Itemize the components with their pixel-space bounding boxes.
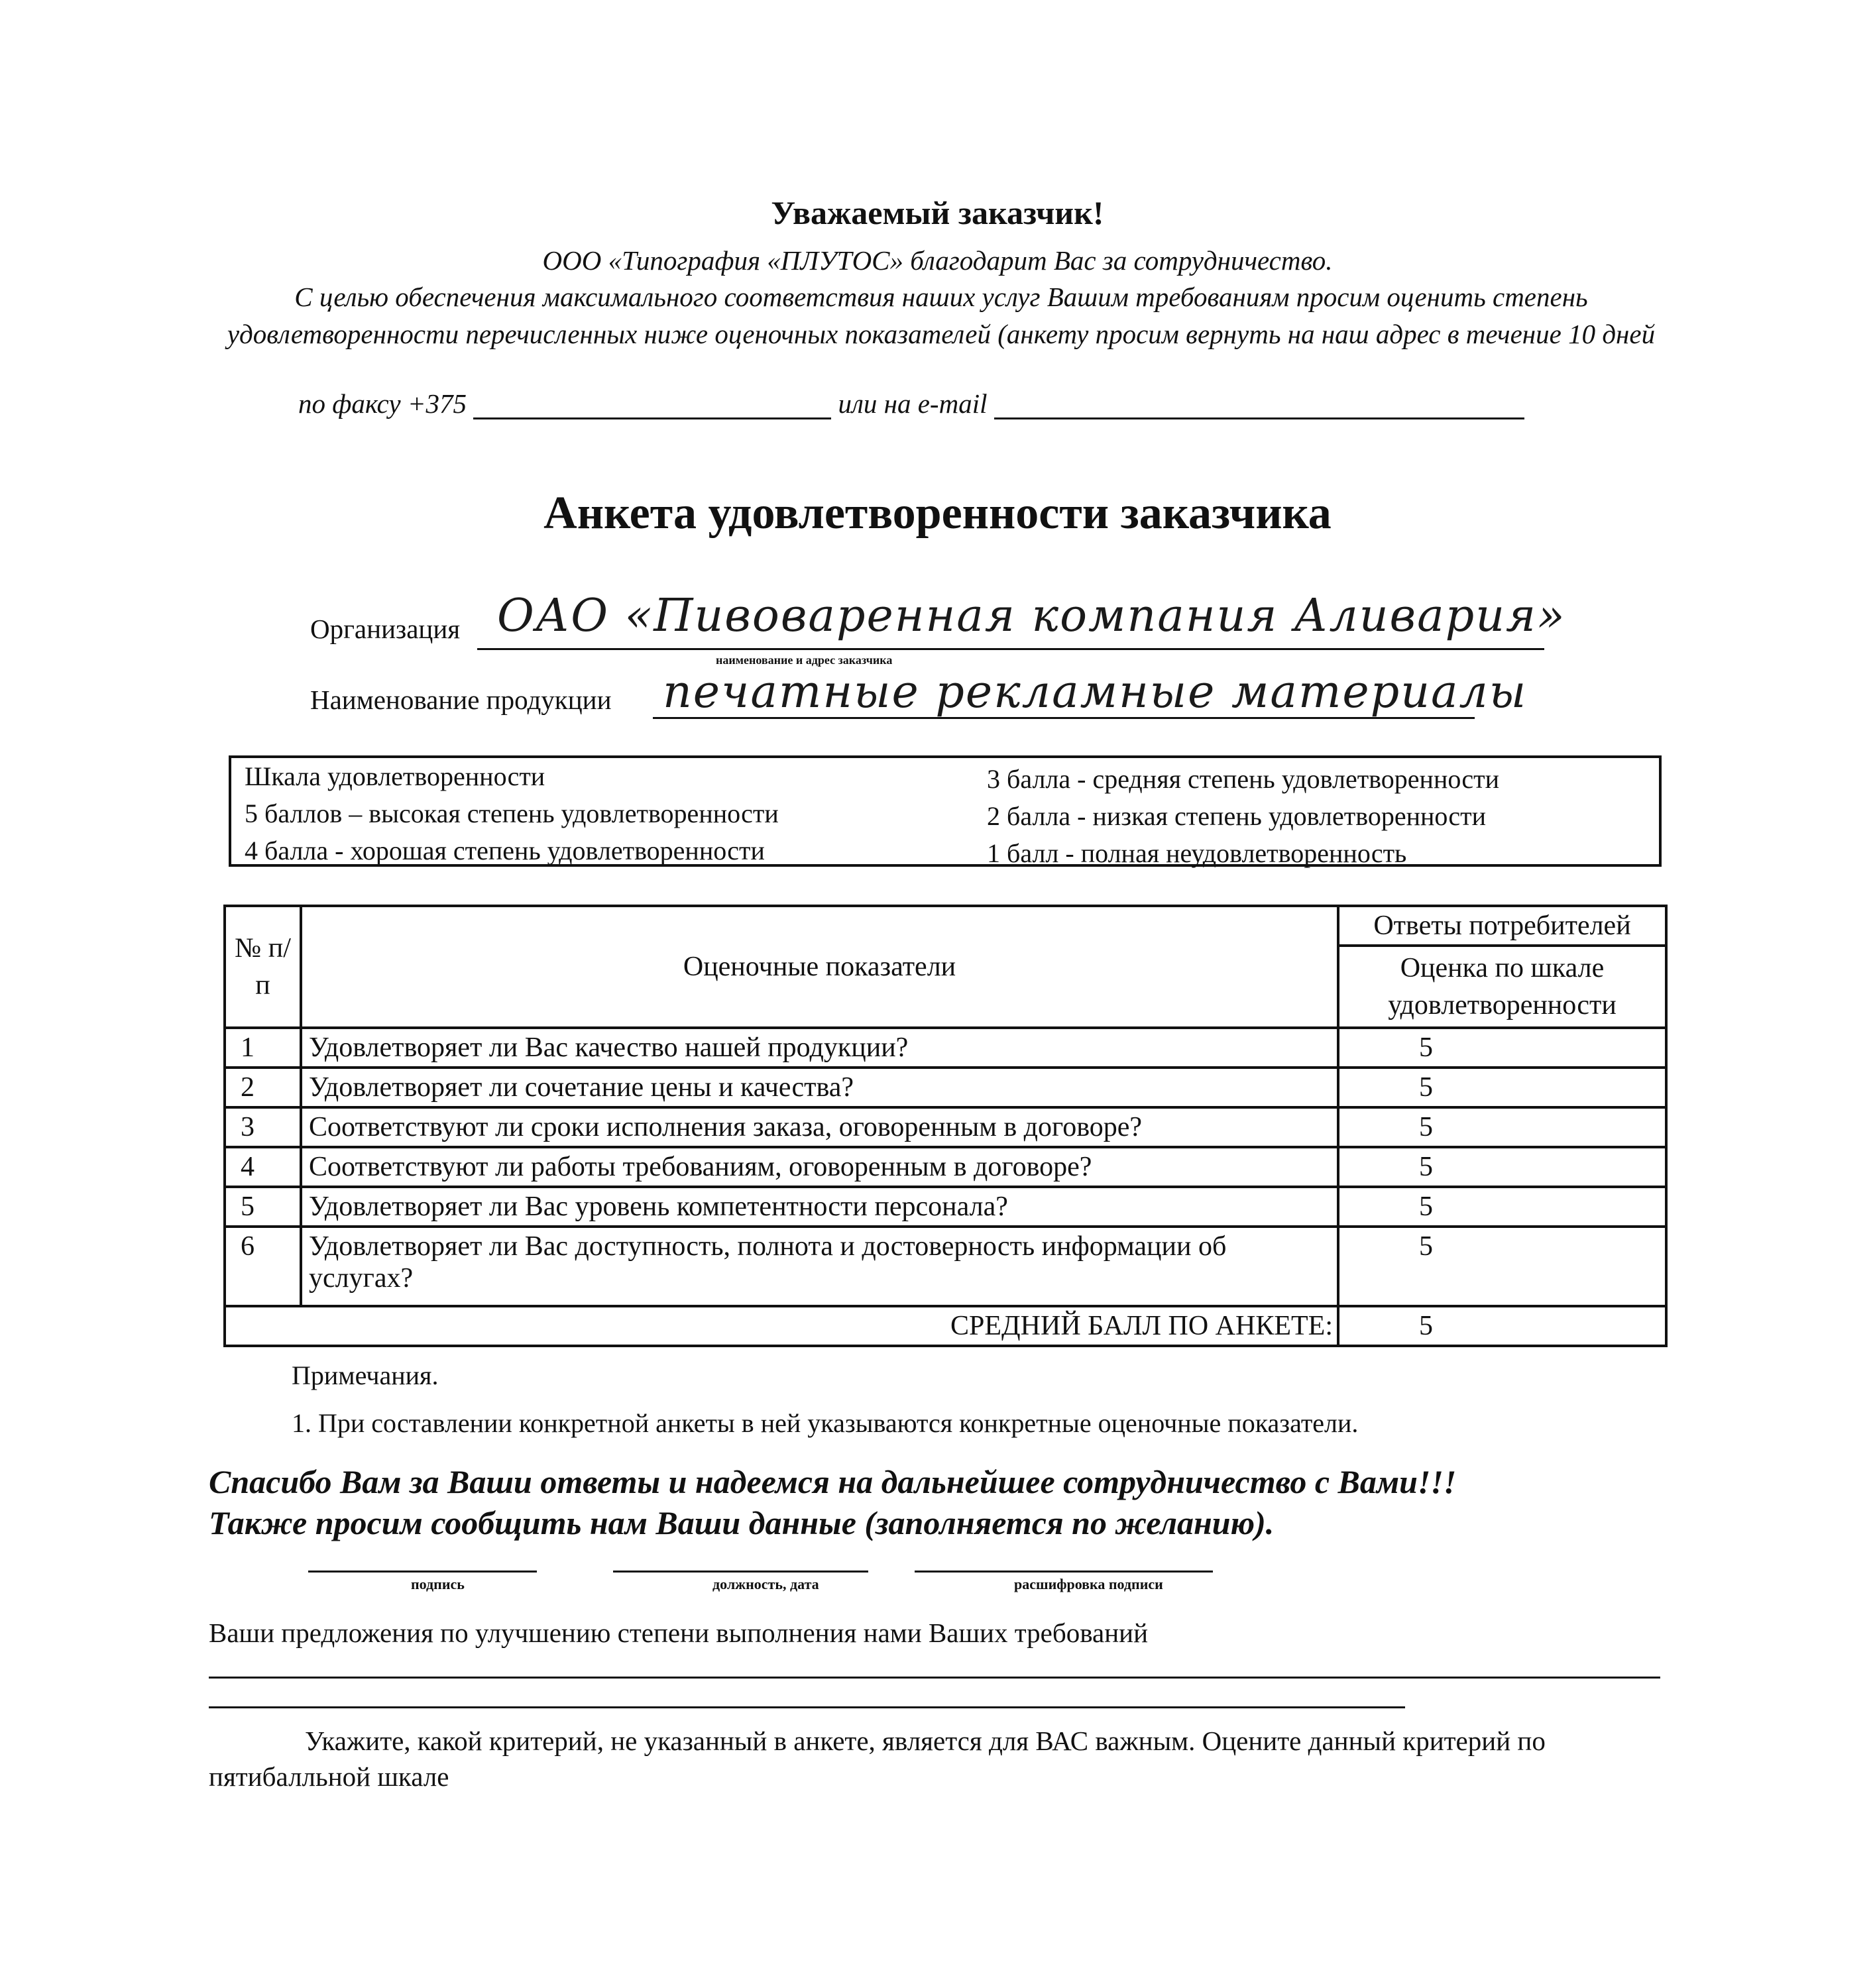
notes-block — [292, 1352, 1358, 1447]
suggestions-label: Ваши предложения по улучшению степени выполнения нами Ваших требований — [209, 1618, 1149, 1648]
table-row — [225, 1227, 1666, 1306]
decode-caption: расшифровка подписи — [1014, 1576, 1163, 1592]
table-row — [225, 1107, 1666, 1147]
row-num: 3 — [225, 1107, 301, 1147]
email-label: или на e-mail — [838, 388, 988, 419]
product-label: Наименование продукции — [310, 685, 612, 715]
table-row — [225, 1147, 1666, 1187]
email-field[interactable] — [994, 388, 1524, 419]
contact-row — [298, 388, 1524, 419]
form-title: Анкета удовлетворенности заказчика — [543, 488, 1332, 539]
average-label: СРЕДНИЙ БАЛЛ ПО АНКЕТЕ: — [225, 1306, 1338, 1346]
fax-field[interactable] — [473, 388, 831, 419]
organization-field[interactable]: ОАО «Пивоваренная компания Аливария» — [497, 590, 1566, 642]
row-score[interactable]: 5 — [1338, 1187, 1666, 1227]
col-answers-header: Ответы потребителей — [1338, 906, 1666, 946]
purpose-text: С целью обеспечения максимального соответствия наших услуг Вашим требованиям просим оценить степень удовлетворенности перечисленных ниже оценочных показателей (анкету просим вернуть на наш адрес в течение 10 дней — [227, 282, 1656, 349]
signature-caption: подпись — [411, 1576, 465, 1592]
row-score[interactable]: 5 — [1338, 1028, 1666, 1068]
closing-request: Также просим сообщить нам Ваши данные (заполняется по желанию). — [209, 1504, 1275, 1541]
satisfaction-scale-box — [229, 755, 1662, 867]
row-score[interactable]: 5 — [1338, 1068, 1666, 1107]
scale-item-2: 2 балла - низкая степень удовлетворенности — [987, 801, 1487, 831]
organization-hint: наименование и адрес заказчика — [716, 653, 893, 667]
final-instruction-text: Укажите, какой критерий, не указанный в анкете, является для ВАС важным. Оцените данный критерий по пятибалльной шкале — [209, 1726, 1546, 1792]
thanks-line: ООО «Типография «ПЛУТОС» благодарит Вас за сотрудничество. — [542, 245, 1333, 276]
row-num: 1 — [225, 1028, 301, 1068]
row-question: Удовлетворяет ли Вас доступность, полнота и достоверность информации об услугах? — [301, 1227, 1338, 1306]
suggestions-field-line-2[interactable] — [209, 1706, 1405, 1708]
scale-item-4: 4 балла - хорошая степень удовлетворенности — [245, 836, 765, 865]
row-score[interactable]: 5 — [1338, 1147, 1666, 1187]
scale-item-3: 3 балла - средняя степень удовлетворенности — [987, 764, 1499, 794]
organization-underline — [477, 648, 1544, 650]
product-field[interactable]: печатные рекламные материалы — [663, 666, 1528, 718]
greeting-heading: Уважаемый заказчик! — [771, 194, 1104, 231]
closing-block — [209, 1461, 1456, 1543]
organization-label: Организация — [310, 614, 461, 644]
table-row — [225, 1028, 1666, 1068]
row-question: Удовлетворяет ли Вас уровень компетентности персонала? — [301, 1187, 1338, 1227]
row-question: Соответствуют ли сроки исполнения заказа, оговоренным в договоре? — [301, 1107, 1338, 1147]
notes-item-1: 1. При составлении конкретной анкеты в ней указываются конкретные оценочные показатели. — [292, 1408, 1359, 1438]
col-indicator-header: Оценочные показатели — [301, 906, 1338, 1028]
average-value: 5 — [1338, 1306, 1666, 1346]
scale-heading: Шкала удовлетворенности — [245, 761, 545, 791]
table-row — [225, 1187, 1666, 1227]
row-num: 5 — [225, 1187, 301, 1227]
row-question: Удовлетворяет ли Вас качество нашей продукции? — [301, 1028, 1338, 1068]
scale-item-5: 5 баллов – высокая степень удовлетворенности — [245, 799, 779, 828]
notes-heading: Примечания. — [292, 1360, 439, 1390]
questions-table — [223, 905, 1668, 1347]
signature-decode-field[interactable] — [915, 1571, 1213, 1573]
signature-field[interactable] — [308, 1571, 537, 1573]
suggestions-field-line-1[interactable] — [209, 1677, 1660, 1679]
table-row — [225, 1068, 1666, 1107]
row-score[interactable]: 5 — [1338, 1107, 1666, 1147]
row-num: 6 — [225, 1227, 301, 1306]
table-header-row — [225, 906, 1666, 946]
row-question: Удовлетворяет ли сочетание цены и качества? — [301, 1068, 1338, 1107]
scale-item-1: 1 балл - полная неудовлетворенность — [987, 838, 1407, 868]
position-date-caption: должность, дата — [712, 1576, 819, 1592]
closing-thanks: Спасибо Вам за Ваши ответы и надеемся на дальнейшее сотрудничество с Вами!!! — [209, 1463, 1457, 1500]
average-row — [225, 1306, 1666, 1346]
col-score-header: Оценка по шкале удовлетворенности — [1338, 946, 1666, 1028]
fax-label: по факсу +375 — [298, 388, 467, 419]
final-instruction — [209, 1723, 1667, 1795]
row-num: 4 — [225, 1147, 301, 1187]
row-num: 2 — [225, 1068, 301, 1107]
row-question: Соответствуют ли работы требованиям, оговоренным в договоре? — [301, 1147, 1338, 1187]
position-date-field[interactable] — [613, 1571, 868, 1573]
row-score[interactable]: 5 — [1338, 1227, 1666, 1306]
col-num-header: № п/п — [225, 906, 301, 1028]
